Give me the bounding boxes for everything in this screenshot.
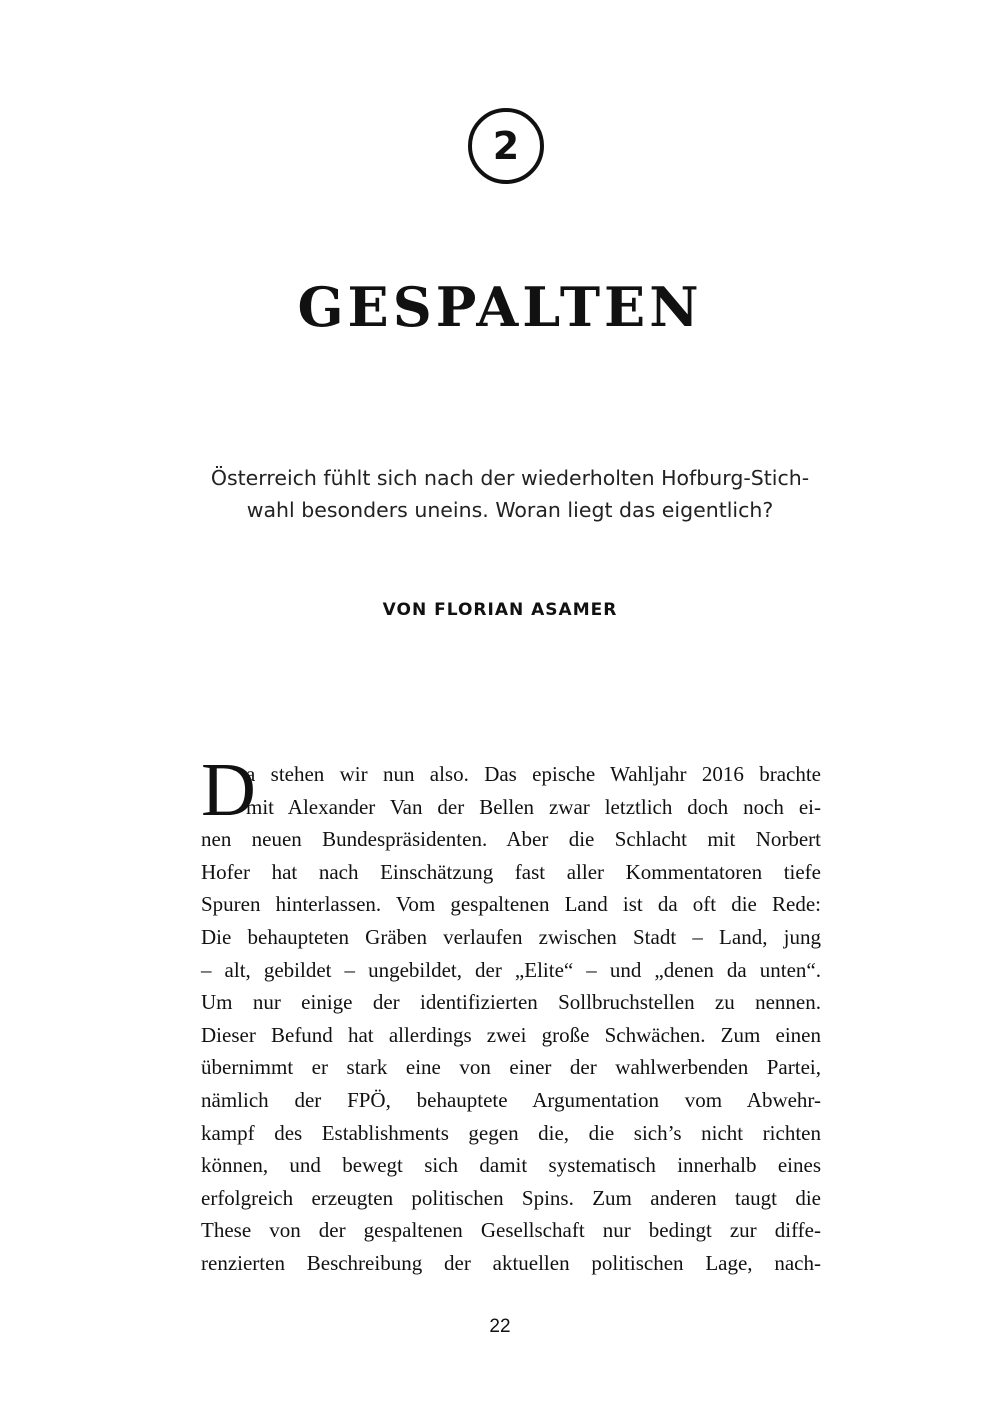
body-line: nen neuen Bundespräsidenten. Aber die Schlacht mit Norbert bbox=[201, 827, 821, 852]
body-line: Um nur einige der identifizierten Sollbruchstellen zu nennen. bbox=[201, 990, 821, 1015]
body-line: nämlich der FPÖ, behauptete Argumentation vom Abwehr- bbox=[201, 1087, 821, 1112]
chapter-number: 2 bbox=[492, 124, 520, 168]
lede-line-2: wahl besonders uneins. Woran liegt das eigentlich? bbox=[246, 498, 774, 522]
chapter-number-badge bbox=[468, 108, 544, 184]
body-line: renzierten Beschreibung der aktuellen politischen Lage, nach- bbox=[201, 1250, 821, 1275]
chapter-title: GESPALTEN bbox=[297, 275, 703, 339]
body-line: können, und bewegt sich damit systematisch innerhalb eines bbox=[201, 1153, 821, 1178]
body-line: kampf des Establishments gegen die, die sich’s nicht richten bbox=[201, 1120, 821, 1145]
body-line: a stehen wir nun also. Das epische Wahljahr 2016 brachte bbox=[246, 762, 821, 786]
body-line: übernimmt er stark eine von einer der wahlwerbenden Partei, bbox=[201, 1055, 821, 1080]
body-line: – alt, gebildet – ungebildet, der „Elite“ – und „denen da unten“. bbox=[201, 957, 821, 982]
lede bbox=[150, 462, 870, 526]
body-line: Die behaupteten Gräben verlaufen zwischen Stadt – Land, jung bbox=[201, 924, 821, 949]
body-line: Spuren hinterlassen. Vom gespaltenen Land ist da oft die Rede: bbox=[201, 892, 821, 917]
body-line: Dieser Befund hat allerdings zwei große Schwächen. Zum einen bbox=[201, 1022, 821, 1047]
lede-line-1: Österreich fühlt sich nach der wiederholten Hofburg-Stich- bbox=[210, 466, 810, 490]
drop-cap: D bbox=[201, 748, 256, 832]
body-line: Hofer hat nach Einschätzung fast aller Kommentatoren tiefe bbox=[201, 859, 821, 884]
body-line: erfolgreich erzeugten politischen Spins. Zum anderen taugt die bbox=[201, 1185, 821, 1210]
article-body bbox=[201, 748, 821, 1280]
body-line: These von der gespaltenen Gesellschaft nur bedingt zur diffe- bbox=[201, 1218, 821, 1243]
byline: VON FLORIAN ASAMER bbox=[382, 600, 618, 620]
page-number: 22 bbox=[489, 1316, 511, 1337]
body-line: mit Alexander Van der Bellen zwar letztlich doch noch ei- bbox=[246, 794, 821, 819]
